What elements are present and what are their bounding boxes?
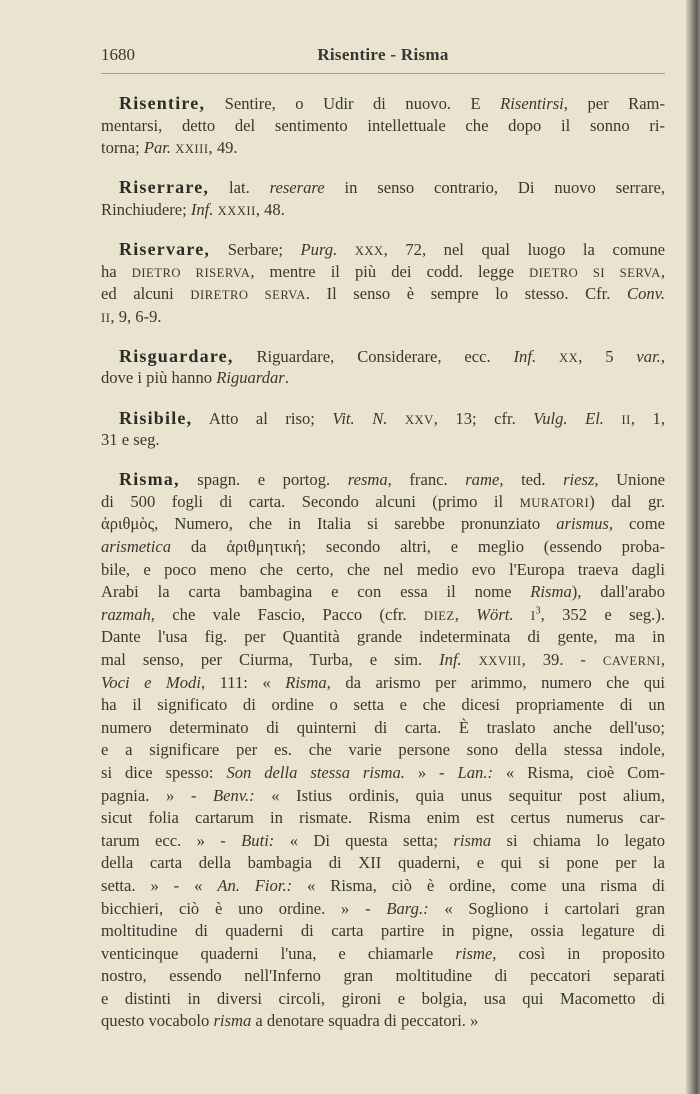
text: , (660, 649, 665, 669)
text-line (101, 943, 665, 966)
italic-text: arismetica (101, 537, 172, 556)
entry-risguardare (101, 345, 665, 390)
text-line (101, 785, 665, 808)
italic-text: reserare (269, 178, 325, 198)
text-line (101, 604, 665, 627)
small-caps-text: CAVERNI (602, 653, 661, 668)
italic-text: risme, (455, 943, 497, 963)
small-caps-text: DIETRO SI SERVA (529, 265, 661, 280)
entry-risma (101, 468, 665, 1033)
italic-text: Risma (530, 582, 572, 602)
text-line (101, 988, 665, 1011)
entry-riserrare (101, 176, 665, 221)
entry-risentire (101, 92, 665, 160)
headword: Riserrare, (119, 177, 210, 198)
dictionary-entries (101, 92, 665, 1050)
text: questo vocabolo (101, 1011, 214, 1031)
italic-text: Risentirsi (500, 94, 564, 113)
headword: Risguardare, (119, 345, 234, 366)
text: « Risma, cioè Com- (493, 762, 665, 782)
text: come (613, 514, 665, 534)
text: venticinque quaderni l'una, e chiamarle (101, 943, 456, 963)
text-line (101, 875, 665, 898)
italic-text: resma, (347, 470, 392, 490)
text: , (660, 346, 665, 366)
italic-text: riesz, (563, 470, 599, 490)
italic-text: Inf. (513, 346, 537, 366)
text: della carta della bambagia di XII quaderni, e qui si pone per la (101, 853, 665, 873)
italic-text: Conv. (627, 284, 665, 304)
text: lat. (209, 178, 270, 198)
running-title: Risentire - Risma (317, 45, 449, 64)
text (604, 409, 622, 428)
text-line (101, 199, 665, 222)
text-line (101, 491, 665, 514)
text-line (101, 852, 665, 875)
text-line (101, 536, 665, 559)
text-line (101, 306, 665, 329)
italic-text: Voci e Modi (101, 672, 201, 692)
text-line (101, 694, 665, 717)
text: ha il significato di ordine o setta e che dicesi propriamente di un (101, 695, 665, 715)
text-line (101, 345, 665, 368)
page-edge-shadow (686, 0, 700, 1094)
text: « Risma, ciò è ordine, come una risma di (292, 875, 665, 895)
text-line (101, 762, 665, 785)
text-line (101, 739, 665, 762)
text: spagn. e portog. (179, 470, 348, 490)
italic-text: Riguardar (216, 368, 285, 388)
text-line (101, 429, 665, 452)
italic-text: Lan.: (457, 762, 493, 782)
text: mal senso, per Ciurma, Turba, e sim. (101, 649, 440, 669)
text: moltitudine di quaderni di carta partire in pigne, ossia legature di (101, 921, 665, 941)
text: ) dal gr. (589, 491, 665, 511)
text-line (101, 626, 665, 649)
text: nostro, essendo nell'Inferno gran moltitudine di peccatori separati (101, 966, 665, 986)
text-line (101, 468, 665, 491)
text: ted. (503, 470, 564, 490)
text: pagnia. » - (101, 785, 214, 805)
text: Rinchiudere; (101, 199, 191, 219)
small-caps-text: DIRETRO SERVA (190, 288, 306, 303)
text: e distinti in diversi circoli, gironi e bolgia, usa qui Macometto di (101, 988, 665, 1008)
italic-text: Wört. (476, 604, 514, 624)
text-line (101, 830, 665, 853)
text: da arismo per arimmo, numero che qui (330, 672, 666, 692)
text: Unione (598, 470, 666, 490)
text: ed alcuni (101, 284, 191, 304)
text-line (101, 261, 665, 284)
text-line (101, 717, 665, 740)
small-caps-text: DIEZ (424, 608, 455, 623)
headword: Risibile, (119, 407, 193, 428)
headword: Risma, (119, 469, 180, 490)
italic-text: risma (453, 830, 492, 850)
italic-text: risma (213, 1011, 252, 1031)
italic-text: Buti: (241, 830, 275, 850)
entry-risibile (101, 407, 665, 452)
italic-text: var. (636, 346, 661, 366)
text-line (101, 559, 665, 582)
text: sicut folia cartarum in rismate. Risma enim est certus numerus car- (101, 808, 665, 828)
text: così in proposito (496, 943, 665, 963)
text: si chiama lo legato (491, 830, 665, 850)
italic-text: An. Fior.: (217, 875, 293, 895)
text-line (101, 920, 665, 943)
text: da ἀριθμητική; secondo altri, e meglio (essendo proba- (171, 537, 665, 556)
text-line (101, 407, 665, 430)
text-line (101, 367, 665, 390)
text: Dante l'usa fig. per Quantità grande indeterminata di gente, ma in (101, 627, 665, 647)
running-header (101, 45, 665, 69)
text: . (284, 368, 289, 388)
text: Arabi la carta bambagina e con essa il nome (101, 582, 531, 602)
italic-text: Vulg. El. (533, 408, 604, 428)
text: 31 e seg. (101, 430, 160, 450)
text (387, 409, 405, 428)
text: , 111: « (200, 672, 286, 692)
text: , 72, nel qual luogo la comune (383, 239, 665, 259)
headword: Riservare, (119, 238, 211, 259)
text: che vale Fascio, Pacco (cfr. (154, 604, 424, 624)
italic-text: razmah, (101, 604, 155, 624)
text: , 49. (208, 138, 238, 158)
small-caps-text: XX (558, 350, 579, 365)
text-line (101, 898, 665, 921)
text: mentarsi, detto del sentimento intellettuale che dopo il sonno ri- (101, 115, 665, 135)
text-line (101, 92, 665, 115)
superscript: 3 (535, 605, 541, 617)
text: ἀριθμὸς, Numero, che in Italia si sarebbe pronunziato (101, 514, 557, 534)
text: . Il senso è sempre lo stesso. Cfr. (305, 284, 628, 304)
text: , 39. - (521, 649, 603, 669)
text (514, 605, 531, 624)
text: , 1, (630, 408, 665, 428)
text: Sentire, o Udir di nuovo. E (205, 94, 501, 113)
text: , 352 e seg.). (540, 604, 666, 624)
text: « Sogliono i cartolari gran (428, 898, 666, 918)
text: , (454, 604, 477, 624)
headword: Risentire, (119, 93, 206, 113)
small-caps-text: I (530, 608, 536, 623)
text: » - (404, 762, 458, 782)
text: , mentre il più dei codd. legge (250, 261, 530, 281)
text: numero determinato di quinterni di carta. È traslato anche dell'uso; (101, 717, 665, 737)
text: a denotare squadra di peccatori. » (251, 1011, 479, 1031)
italic-text: Par. (143, 138, 172, 158)
entry-riservare (101, 238, 665, 328)
italic-text: Risma, (285, 672, 331, 692)
text: dove i più hanno (101, 368, 217, 388)
text (337, 240, 355, 259)
small-caps-text: II (621, 412, 631, 427)
text: « Istius ordinis, quia unus sequitur post alium, (254, 785, 665, 805)
text: setta. » - « (101, 875, 218, 895)
text: si dice spesso: (101, 762, 227, 782)
text: , 48. (255, 199, 285, 219)
text: bile, e poco meno che certo, che nel medio evo l'Europa traeva dagli (101, 559, 665, 579)
text: Riguardare, Considerare, ecc. (233, 346, 514, 366)
text-line (101, 807, 665, 830)
text (536, 347, 559, 366)
text: , per Ram- (563, 94, 665, 113)
text-line (101, 115, 665, 138)
page-number: 1680 (101, 45, 135, 64)
text-line (101, 581, 665, 604)
text: , (660, 261, 665, 281)
italic-text: Inf. (190, 199, 214, 219)
text-line (101, 176, 665, 199)
small-caps-text: XXVIII (478, 653, 522, 668)
text: , 9, 6-9. (110, 306, 162, 326)
small-caps-text: XXXII (217, 203, 256, 218)
italic-text: Inf. (439, 649, 462, 669)
italic-text: Purg. (300, 239, 338, 259)
text: di 500 fogli di carta. Secondo alcuni (primo il (101, 491, 520, 511)
text (462, 650, 479, 669)
text: ha (101, 261, 132, 281)
small-caps-text: MURATORI (519, 495, 590, 510)
text: , 13; cfr. (433, 408, 534, 428)
text: in senso contrario, Di nuovo serrare, (324, 178, 665, 198)
text-line (101, 238, 665, 261)
text: , 5 (578, 346, 637, 366)
text: « Di questa setta; (274, 830, 454, 850)
text: e a significare per es. che varie persone sono della stessa indole, (101, 740, 665, 760)
text-line (101, 672, 665, 695)
text-line (101, 965, 665, 988)
small-caps-text: DIETRO RISERVA (131, 265, 251, 280)
text-line (101, 649, 665, 672)
text: torna; (101, 138, 144, 158)
text-line (101, 513, 665, 536)
text-line (101, 1010, 665, 1033)
small-caps-text: XXV (404, 412, 434, 427)
text: bicchieri, ciò è uno ordine. » - (101, 898, 387, 918)
text: franc. (391, 470, 466, 490)
italic-text: arismus, (556, 514, 613, 534)
text-line (101, 137, 665, 160)
text: tarum ecc. » - (101, 830, 242, 850)
italic-text: Barg.: (386, 898, 429, 918)
text: Serbare; (210, 239, 301, 259)
header-rule (101, 73, 665, 74)
italic-text: Benv.: (213, 785, 255, 805)
text: Atto al riso; (192, 408, 333, 428)
small-caps-text: XXX (354, 243, 384, 258)
italic-text: rame, (465, 470, 504, 490)
italic-text: Son della stessa risma. (226, 762, 405, 782)
small-caps-text: XXIII (175, 142, 209, 157)
small-caps-text: II (101, 310, 111, 325)
italic-text: Vit. N. (332, 408, 388, 428)
text: ), dall'arabo (571, 582, 666, 602)
text-line (101, 283, 665, 306)
